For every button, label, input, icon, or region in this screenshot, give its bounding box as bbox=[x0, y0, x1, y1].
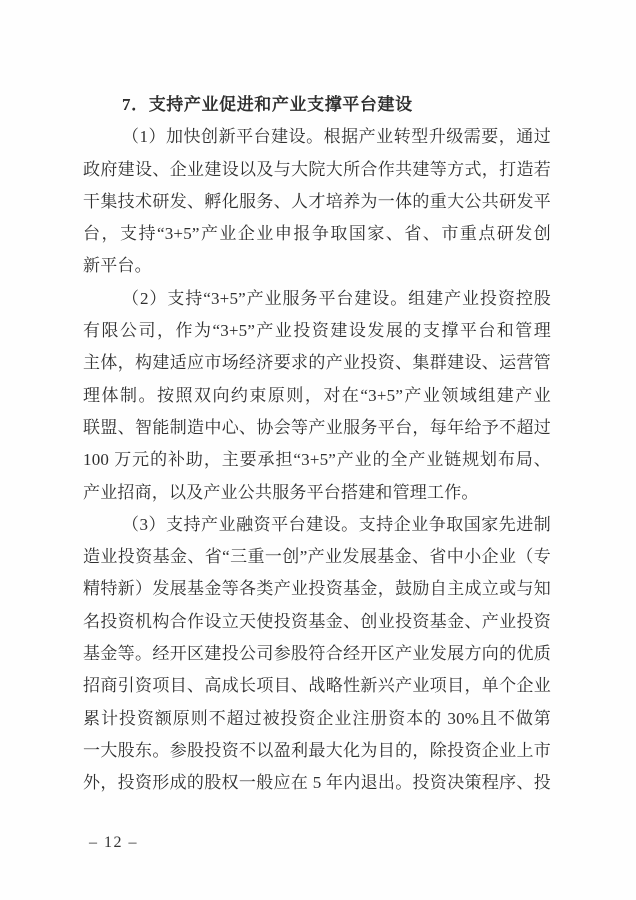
text-line: 招商引资项目、高成长项目、战略性新兴产业项目，单个企业 bbox=[83, 676, 551, 696]
text-line: 精特新）发展基金等各类产业投资基金，鼓励自主成立或与知 bbox=[83, 579, 551, 599]
text-line: （3）支持产业融资平台建设。支持企业争取国家先进制 bbox=[122, 514, 551, 534]
text-line: 一大股东。参股投资不以盈利最大化为目的，除投资企业上市 bbox=[83, 740, 551, 760]
section-heading: 7．支持产业促进和产业支撑平台建设 bbox=[122, 95, 413, 114]
text-line: 名投资机构合作设立天使投资基金、创业投资基金、产业投资 bbox=[83, 611, 551, 631]
text-line: 台，支持“3+5”产业企业申报争取国家、省、市重点研发创 bbox=[83, 224, 551, 244]
text-line: 造业投资基金、省“三重一创”产业发展基金、省中小企业（专 bbox=[83, 547, 551, 567]
page-number: – 12 – bbox=[89, 834, 138, 851]
text-line: 新平台。 bbox=[83, 256, 152, 276]
text-line: 有限公司，作为“3+5”产业投资建设发展的支撑平台和管理 bbox=[83, 321, 551, 341]
text-line: 主体，构建适应市场经济要求的产业投资、集群建设、运营管 bbox=[83, 353, 551, 373]
text-line: 基金等。经开区建投公司参股符合经开区产业发展方向的优质 bbox=[83, 644, 551, 664]
text-line: 联盟、智能制造中心、协会等产业服务平台，每年给予不超过 bbox=[83, 417, 551, 437]
text-line: （1）加快创新平台建设。根据产业转型升级需要，通过 bbox=[122, 127, 551, 147]
text-line: （2）支持“3+5”产业服务平台建设。组建产业投资控股 bbox=[122, 288, 551, 308]
text-line: 产业招商，以及产业公共服务平台搭建和管理工作。 bbox=[83, 482, 479, 502]
text-line: 100 万元的补助，主要承担“3+5”产业的全产业链规划布局、 bbox=[83, 450, 551, 470]
text-line: 理体制。按照双向约束原则，对在“3+5”产业领域组建产业 bbox=[83, 385, 551, 405]
text-line: 政府建设、企业建设以及与大院大所合作共建等方式，打造若 bbox=[83, 159, 551, 179]
text-line: 累计投资额原则不超过被投资企业注册资本的 30%且不做第 bbox=[83, 708, 551, 728]
document-body bbox=[83, 89, 551, 800]
text-line: 外，投资形成的股权一般应在 5 年内退出。投资决策程序、投 bbox=[83, 773, 551, 793]
text-line: 干集技术研发、孵化服务、人才培养为一体的重大公共研发平 bbox=[83, 191, 551, 211]
